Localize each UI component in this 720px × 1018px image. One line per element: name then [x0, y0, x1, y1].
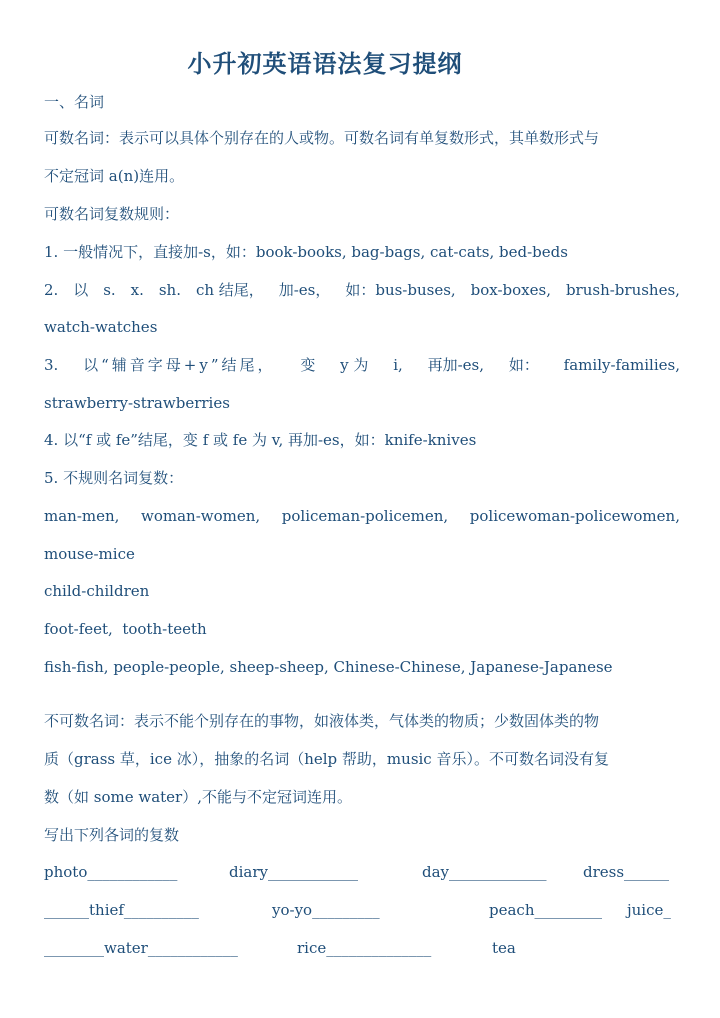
rule-1: 1. 一般情况下，直接加-s，如：book-books, bag-bags, cat-cats, bed-beds — [44, 243, 568, 261]
exercise-item-peach[interactable]: peach_________ — [489, 901, 602, 919]
irregular-plurals-line-4: foot-feet, tooth-teeth — [44, 620, 207, 638]
rule-2-part: x. — [130, 281, 144, 299]
rule-2-part: 加-es， — [278, 281, 331, 299]
rule-3-part: y 为 — [340, 356, 369, 374]
rule-2-part: ch 结尾， — [195, 281, 264, 299]
exercise-item-day[interactable]: day_____________ — [422, 863, 547, 881]
rule-3-continuation: strawberry-strawberries — [44, 394, 230, 412]
uncountable-definition-line-2: 质（grass 草，ice 冰），抽象的名词（help 帮助，music 音乐）。不可数名词没有复 — [44, 750, 609, 768]
uncountable-definition-line-3: 数（如 some water）,不能与不定冠词连用。 — [44, 788, 352, 806]
irregular-plurals-line-2: mouse-mice — [44, 545, 135, 563]
irregular-plural-item: man-men, — [44, 507, 120, 525]
irregular-plurals-line-5: fish-fish, people-people, sheep-sheep, Chinese-Chinese, Japanese-Japanese — [44, 658, 613, 676]
exercise-item-water[interactable]: ________water____________ — [44, 939, 238, 957]
exercise-item-rice[interactable]: rice______________ — [297, 939, 432, 957]
exercise-item-yo-yo[interactable]: yo-yo_________ — [272, 901, 380, 919]
rule-2-part: 2. — [44, 281, 59, 299]
irregular-plural-item: policeman-policemen, — [281, 507, 449, 525]
countable-definition-line-1: 可数名词：表示可以具体个别存在的人或物。可数名词有单复数形式，其单数形式与 — [44, 129, 600, 147]
rule-4: 4. 以“f 或 fe”结尾，变 f 或 fe 为 v, 再加-es，如：knife-knives — [44, 431, 477, 449]
section-heading-nouns: 一、名词 — [44, 93, 105, 111]
rule-3-part: i, — [393, 356, 403, 374]
rule-3 — [44, 355, 680, 375]
rule-2-part: s. — [103, 281, 116, 299]
rule-2-part: 以 — [73, 281, 89, 299]
irregular-plurals-line-3: child-children — [44, 582, 150, 600]
rule-3-part: 如： — [508, 356, 539, 374]
rule-2-part: box-boxes, — [470, 281, 551, 299]
exercise-item-dress[interactable]: dress______ — [583, 863, 670, 881]
rule-3-part: 以“辅音字母+y”结尾， — [83, 356, 276, 374]
rule-3-part: 3. — [44, 356, 59, 374]
exercise-item-thief[interactable]: ______thief__________ — [44, 901, 199, 919]
exercise-heading: 写出下列各词的复数 — [44, 826, 180, 844]
irregular-plurals-line-1 — [44, 506, 680, 526]
rule-2-part: 如：bus-buses, — [345, 281, 456, 299]
exercise-item-photo[interactable]: photo____________ — [44, 863, 178, 881]
countable-definition-line-2: 不定冠词 a(n)连用。 — [44, 167, 185, 185]
exercise-item-diary[interactable]: diary____________ — [229, 863, 358, 881]
irregular-plural-item: woman-women, — [141, 507, 261, 525]
exercise-item-juice[interactable]: juice_ — [627, 901, 671, 919]
rule-2-part: sh. — [158, 281, 181, 299]
rule-3-part: 变 — [300, 356, 316, 374]
rule-5: 5. 不规则名词复数： — [44, 469, 184, 487]
page-title: 小升初英语语法复习提纲 — [187, 49, 463, 78]
exercise-item-tea[interactable]: tea — [492, 939, 516, 957]
rule-3-part: family-families, — [563, 356, 680, 374]
uncountable-definition-line-1: 不可数名词：表示不能个别存在的事物，如液体类，气体类的物质；少数固体类的物 — [44, 712, 600, 730]
rule-2-part: brush-brushes, — [565, 281, 680, 299]
plural-rules-heading: 可数名词复数规则： — [44, 205, 180, 223]
rule-3-part: 再加-es, — [427, 356, 485, 374]
rule-2-continuation: watch-watches — [44, 318, 158, 336]
irregular-plural-item: policewoman-policewomen, — [469, 507, 680, 525]
rule-2 — [44, 280, 680, 300]
